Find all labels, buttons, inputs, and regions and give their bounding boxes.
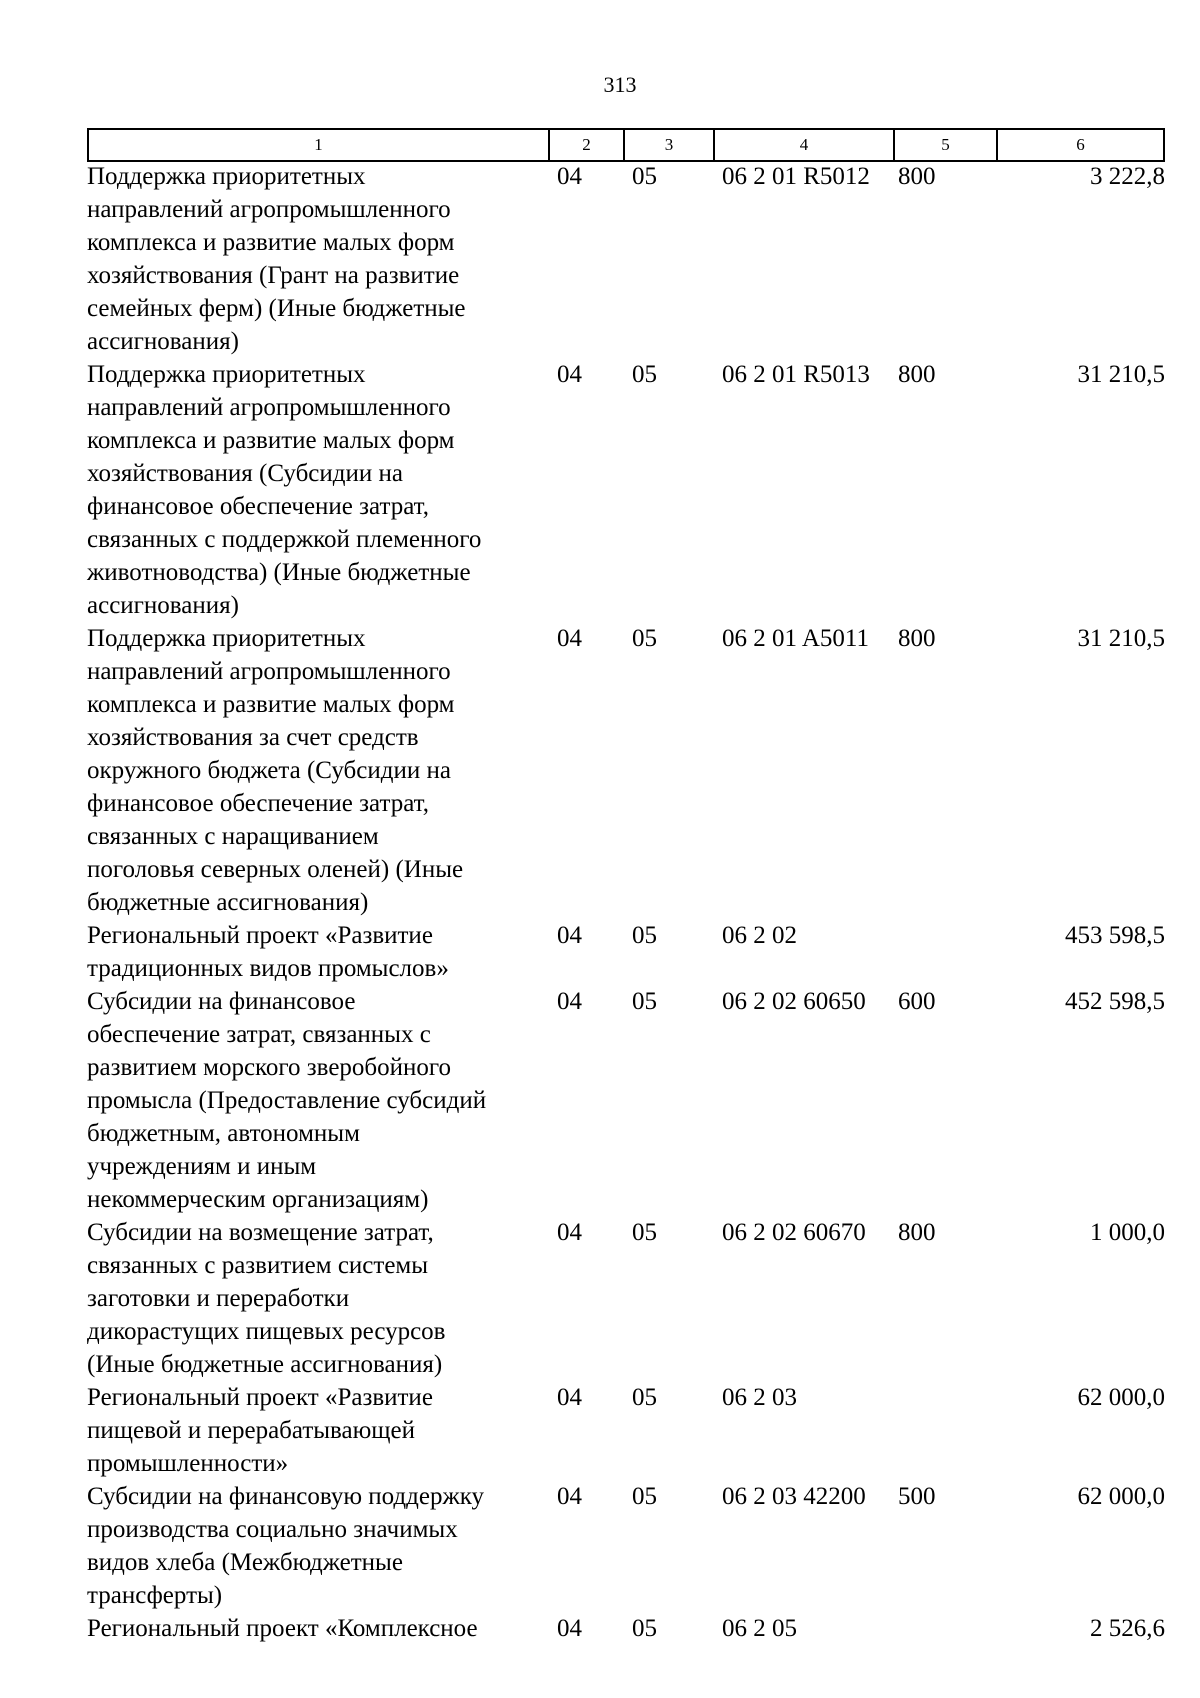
row-expense-type bbox=[896, 1381, 999, 1480]
row-section: 04 bbox=[557, 1615, 582, 1642]
row-section: 04 bbox=[557, 361, 582, 388]
row-expense-type bbox=[896, 919, 999, 985]
row-target-article: 06 2 02 60650 bbox=[722, 988, 866, 1015]
row-subsection: 05 bbox=[632, 361, 657, 388]
row-amount: 3 222,8 bbox=[1090, 163, 1165, 190]
row-target-article: 06 2 01 A5011 bbox=[722, 625, 869, 652]
budget-table-body bbox=[87, 160, 1165, 1645]
row-subsection: 05 bbox=[632, 625, 657, 652]
row-amount: 1 000,0 bbox=[1090, 1219, 1165, 1246]
row-section: 04 bbox=[557, 922, 582, 949]
page-number: 313 bbox=[603, 72, 637, 97]
row-amount: 453 598,5 bbox=[1065, 922, 1165, 949]
column-number-header bbox=[87, 128, 1165, 162]
row-name: Поддержка приоритетных направлений агропромышленного комплекса и развитие малых форм хозяйствования (Грант на развитие семейных ферм) (Иные бюджетные ассигнования) bbox=[87, 163, 466, 355]
row-name: Поддержка приоритетных направлений агропромышленного комплекса и развитие малых форм хозяйствования за счет средств окружного бюджета (Субсидии на финансовое обеспечение затрат, связанных с наращиванием поголовья северных оленей) (Иные бюджетные ассигнования) bbox=[87, 625, 464, 916]
row-name: Субсидии на финансовое обеспечение затрат, связанных с развитием морского зверобойного промысла (Предоставление субсидий бюджетным, автономным учреждениям и иным некоммерческим организациям) bbox=[87, 988, 487, 1213]
column-number-2: 2 bbox=[550, 130, 625, 160]
row-expense-type: 500 bbox=[898, 1483, 936, 1510]
row-target-article: 06 2 05 bbox=[722, 1615, 797, 1642]
row-target-article: 06 2 02 bbox=[722, 922, 797, 949]
row-name: Поддержка приоритетных направлений агропромышленного комплекса и развитие малых форм хозяйствования (Субсидии на финансовое обеспечение затрат, связанных с поддержкой племенного животноводства) (Иные бюджетные ассигнования) bbox=[87, 361, 482, 619]
row-name: Региональный проект «Комплексное bbox=[87, 1615, 478, 1642]
column-number-3: 3 bbox=[625, 130, 715, 160]
row-subsection: 05 bbox=[632, 1483, 657, 1510]
row-subsection: 05 bbox=[632, 922, 657, 949]
row-amount: 62 000,0 bbox=[1077, 1483, 1165, 1510]
column-number-4: 4 bbox=[715, 130, 895, 160]
row-expense-type: 800 bbox=[898, 163, 936, 190]
row-target-article: 06 2 03 bbox=[722, 1384, 797, 1411]
row-amount: 2 526,6 bbox=[1090, 1615, 1165, 1642]
row-subsection: 05 bbox=[632, 163, 657, 190]
row-section: 04 bbox=[557, 988, 582, 1015]
table-row bbox=[87, 622, 1165, 919]
row-target-article: 06 2 03 42200 bbox=[722, 1483, 866, 1510]
row-subsection: 05 bbox=[632, 1384, 657, 1411]
row-amount: 452 598,5 bbox=[1065, 988, 1165, 1015]
table-row bbox=[87, 358, 1165, 622]
row-expense-type: 800 bbox=[898, 625, 936, 652]
row-target-article: 06 2 01 R5013 bbox=[722, 361, 870, 388]
row-name: Субсидии на финансовую поддержку производства социально значимых видов хлеба (Межбюджетные трансферты) bbox=[87, 1483, 485, 1609]
column-number-5: 5 bbox=[895, 130, 998, 160]
row-name: Региональный проект «Развитие традиционных видов промыслов» bbox=[87, 922, 449, 982]
row-subsection: 05 bbox=[632, 1219, 657, 1246]
row-expense-type: 800 bbox=[898, 1219, 936, 1246]
row-section: 04 bbox=[557, 625, 582, 652]
row-subsection: 05 bbox=[632, 988, 657, 1015]
row-expense-type: 600 bbox=[898, 988, 936, 1015]
row-amount: 31 210,5 bbox=[1077, 625, 1165, 652]
row-amount: 62 000,0 bbox=[1077, 1384, 1165, 1411]
row-expense-type bbox=[896, 1612, 999, 1645]
row-target-article: 06 2 01 R5012 bbox=[722, 163, 870, 190]
table-row bbox=[87, 1480, 1165, 1612]
row-amount: 31 210,5 bbox=[1077, 361, 1165, 388]
table-row bbox=[87, 919, 1165, 985]
table-row bbox=[87, 1381, 1165, 1480]
column-number-6: 6 bbox=[1076, 135, 1085, 154]
column-number-1: 1 bbox=[89, 130, 550, 160]
table-row bbox=[87, 985, 1165, 1216]
table-row bbox=[87, 1612, 1165, 1645]
table-row bbox=[87, 1216, 1165, 1381]
row-section: 04 bbox=[557, 163, 582, 190]
row-section: 04 bbox=[557, 1384, 582, 1411]
table-row bbox=[87, 160, 1165, 358]
row-name: Региональный проект «Развитие пищевой и перерабатывающей промышленности» bbox=[87, 1384, 433, 1477]
row-target-article: 06 2 02 60670 bbox=[722, 1219, 866, 1246]
row-section: 04 bbox=[557, 1483, 582, 1510]
row-expense-type: 800 bbox=[898, 361, 936, 388]
row-name: Субсидии на возмещение затрат, связанных с развитием системы заготовки и переработки дикорастущих пищевых ресурсов (Иные бюджетные ассигнования) bbox=[87, 1219, 446, 1378]
row-subsection: 05 bbox=[632, 1615, 657, 1642]
row-section: 04 bbox=[557, 1219, 582, 1246]
